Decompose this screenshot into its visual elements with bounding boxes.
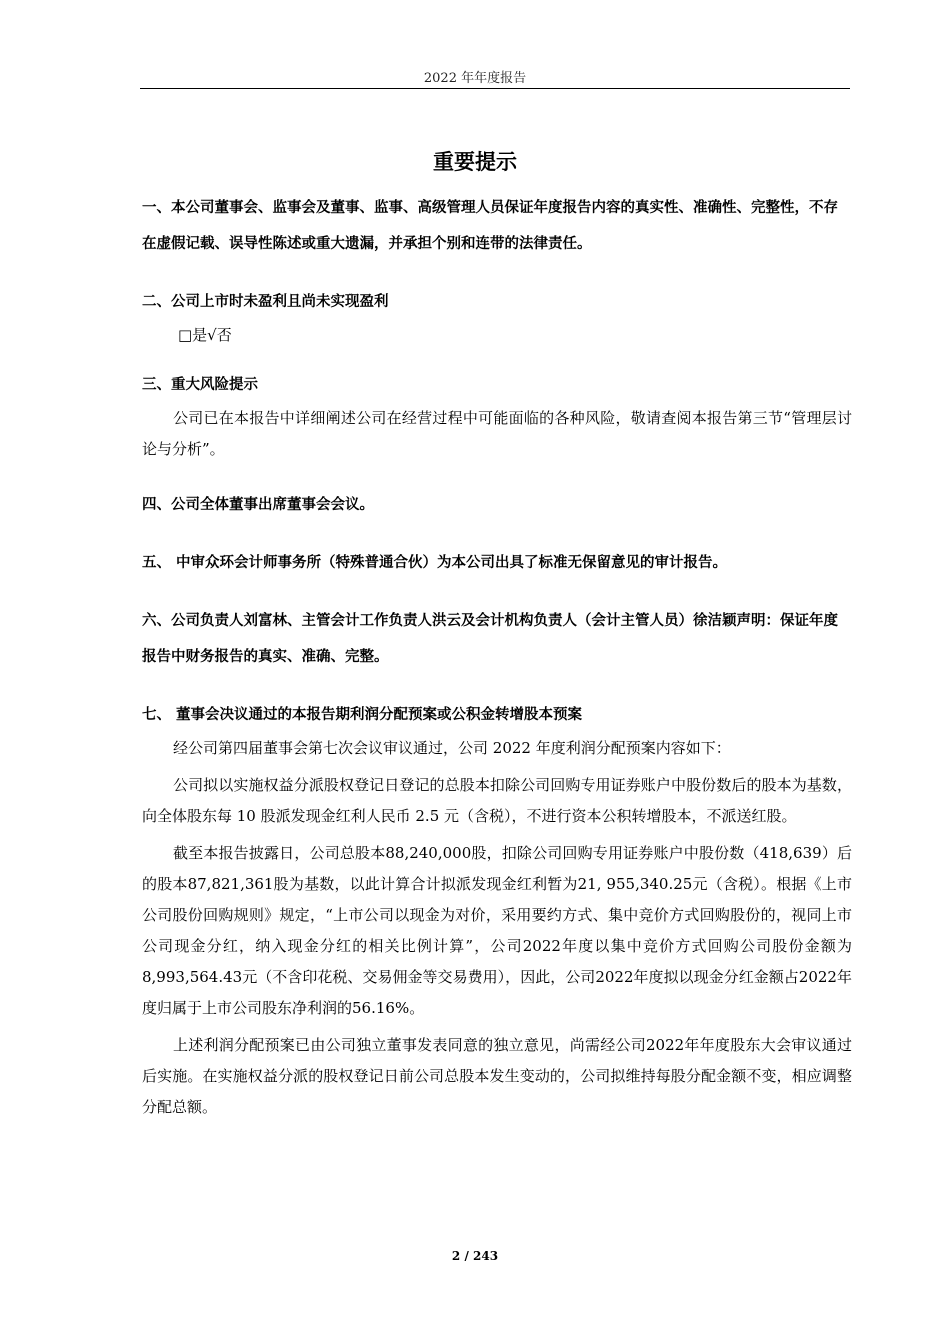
section-1-statement: 一、本公司董事会、监事会及董事、监事、高级管理人员保证年度报告内容的真实性、准确性、完整性，不存在虚假记载、误导性陈述或重大遗漏，并承担个别和连带的法律责任。 [142, 200, 838, 252]
page-number: 2 / 243 [451, 1249, 499, 1263]
report-header-title: 2022 年年度报告 [423, 71, 527, 86]
header-divider [140, 88, 850, 89]
section-2-checkbox-answer: □是√否 [178, 326, 232, 344]
section-2-heading: 二、公司上市时未盈利且尚未实现盈利 [142, 294, 389, 310]
section-3-body: 公司已在本报告中详细阐述公司在经营过程中可能面临的各种风险，敬请查阅本报告第三节“管理层讨论与分析”。 [142, 409, 852, 458]
section-7-paragraph-3: 截至本报告披露日，公司总股本88,240,000股，扣除公司回购专用证券账户中股份数（418,639）后的股本87,821,361股为基数，以此计算合计拟派发现金红利暂为21, 955,340.25元（含税）。根据《上市公司股份回购规则》规定，“上市公司以现金为对价，采用要约方式、集中竞价方式回购股份的，视同上市公司现金分红，纳入现金分红的相关比例计算”，公司2022年度以集中竞价方式回购公司股份金额为8,993,564.43元（不含印花税、交易佣金等交易费用），因此，公司2022年度拟以现金分红金额占2022年度归属于上市公司股东净利润的56.16%。 [142, 844, 852, 1017]
section-7-paragraph-1: 经公司第四届董事会第七次会议审议通过，公司 2022 年度利润分配预案内容如下： [173, 739, 731, 757]
section-5-statement: 五、 中审众环会计师事务所（特殊普通合伙）为本公司出具了标准无保留意见的审计报告。 [142, 555, 728, 571]
section-6-statement: 六、公司负责人刘富林、主管会计工作负责人洪云及会计机构负责人（会计主管人员）徐洁颖声明：保证年度报告中财务报告的真实、准确、完整。 [142, 613, 838, 665]
section-3-heading: 三、重大风险提示 [142, 377, 258, 393]
section-4-statement: 四、公司全体董事出席董事会会议。 [142, 497, 374, 513]
page-title: 重要提示 [433, 150, 517, 174]
section-7-heading: 七、 董事会决议通过的本报告期利润分配预案或公积金转增股本预案 [142, 707, 583, 723]
document-body [142, 190, 852, 1123]
section-7-paragraph-4: 上述利润分配预案已由公司独立董事发表同意的独立意见，尚需经公司2022年年度股东大会审议通过后实施。在实施权益分派的股权登记日前公司总股本发生变动的，公司拟维持每股分配金额不变，相应调整分配总额。 [142, 1036, 852, 1116]
section-7-paragraph-2: 公司拟以实施权益分派股权登记日登记的总股本扣除公司回购专用证券账户中股份数后的股本为基数，向全体股东每 10 股派发现金红利人民币 2.5 元（含税），不进行资本公积转增股本，不派送红股。 [142, 776, 852, 825]
